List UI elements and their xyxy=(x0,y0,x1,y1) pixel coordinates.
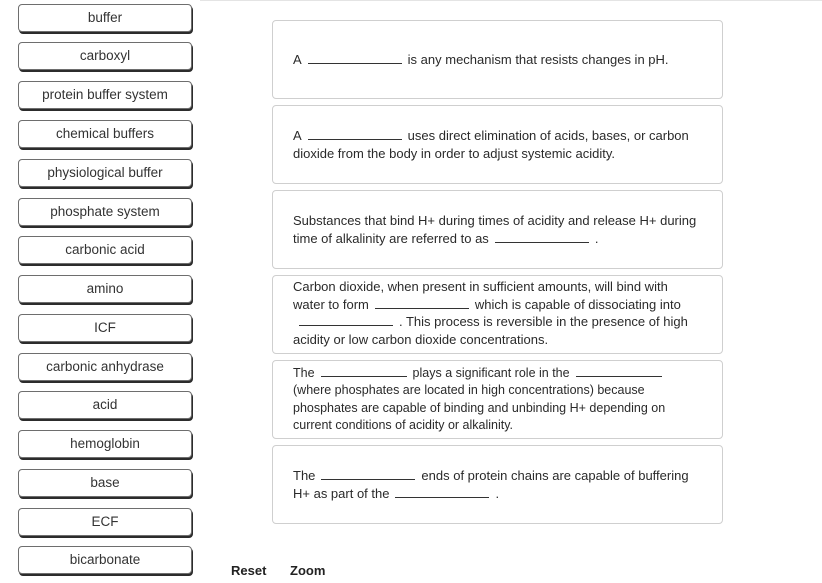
zoom-button[interactable]: Zoom xyxy=(290,563,326,578)
prompt-segment: The xyxy=(293,468,316,483)
prompt-segment: ends of protein chains are capable of buffering H+ as part of the xyxy=(293,468,689,501)
prompt-segment: Substances that bind H+ during times of acidity and release H+ during time of alkalinity are referred to as xyxy=(293,213,697,246)
word-chip-hemoglobin[interactable]: hemoglobin xyxy=(18,430,192,458)
answer-blank[interactable] xyxy=(308,53,402,64)
word-chip-phosphate-system[interactable]: phosphate system xyxy=(18,198,192,226)
prompt-segment: Carbon dioxide, when present in sufficient amounts, will bind with water to form xyxy=(293,279,668,312)
reset-button[interactable]: Reset xyxy=(231,563,267,578)
prompt-segment: (where phosphates are located in high concentrations) because phosphates are capable of binding and unbinding H+ depending on current conditions of acidity or alkalinity. xyxy=(293,383,666,432)
answer-blank[interactable] xyxy=(375,298,469,309)
word-chip-acid[interactable]: acid xyxy=(18,391,192,419)
word-chip-physiological-buffer[interactable]: physiological buffer xyxy=(18,159,192,187)
prompt-segment: . This process is reversible in the presence of high acidity or low carbon dioxide concentrations. xyxy=(293,314,688,347)
word-chip-amino[interactable]: amino xyxy=(18,275,192,303)
word-bank xyxy=(0,0,200,583)
answer-blank[interactable] xyxy=(576,366,662,377)
prompt-segment: which is capable of dissociating into xyxy=(474,296,681,312)
answer-blank[interactable] xyxy=(495,232,589,243)
prompt-text xyxy=(293,51,669,69)
prompt-text xyxy=(293,365,702,435)
answer-blank[interactable] xyxy=(321,469,415,480)
prompt-segment: A xyxy=(293,51,302,67)
prompt-text xyxy=(293,212,702,247)
word-chip-bicarbonate[interactable]: bicarbonate xyxy=(18,546,192,574)
prompt-box xyxy=(272,445,723,524)
prompt-segment: plays a significant role in the xyxy=(412,365,570,380)
word-chip-carboxyl[interactable]: carboxyl xyxy=(18,42,192,70)
prompt-segment: . xyxy=(495,485,500,501)
word-chip-chemical-buffers[interactable]: chemical buffers xyxy=(18,120,192,148)
prompt-box xyxy=(272,20,723,99)
prompt-segment: The xyxy=(293,365,315,380)
prompt-list xyxy=(272,0,724,583)
prompt-box xyxy=(272,190,723,269)
word-chip-base[interactable]: base xyxy=(18,469,192,497)
prompt-box xyxy=(272,360,723,439)
answer-blank[interactable] xyxy=(308,129,402,140)
word-chip-carbonic-anhydrase[interactable]: carbonic anhydrase xyxy=(18,353,192,381)
word-chip-carbonic-acid[interactable]: carbonic acid xyxy=(18,236,192,264)
word-chip-icf[interactable]: ICF xyxy=(18,314,192,342)
prompt-box xyxy=(272,105,723,184)
prompt-segment: . xyxy=(594,230,599,246)
word-chip-protein-buffer-system[interactable]: protein buffer system xyxy=(18,81,192,109)
word-chip-buffer[interactable]: buffer xyxy=(18,4,192,32)
prompt-text xyxy=(293,467,702,502)
prompt-box xyxy=(272,275,723,354)
prompt-text xyxy=(293,127,702,162)
answer-blank[interactable] xyxy=(321,366,407,377)
prompt-segment: uses direct elimination of acids, bases, or carbon dioxide from the body in order to adjust systemic acidity. xyxy=(293,128,689,161)
prompt-segment: A xyxy=(293,128,302,143)
prompt-segment: is any mechanism that resists changes in pH. xyxy=(407,51,669,67)
answer-blank[interactable] xyxy=(395,487,489,498)
answer-blank[interactable] xyxy=(299,315,393,326)
prompt-text xyxy=(293,278,702,348)
word-chip-ecf[interactable]: ECF xyxy=(18,508,192,536)
